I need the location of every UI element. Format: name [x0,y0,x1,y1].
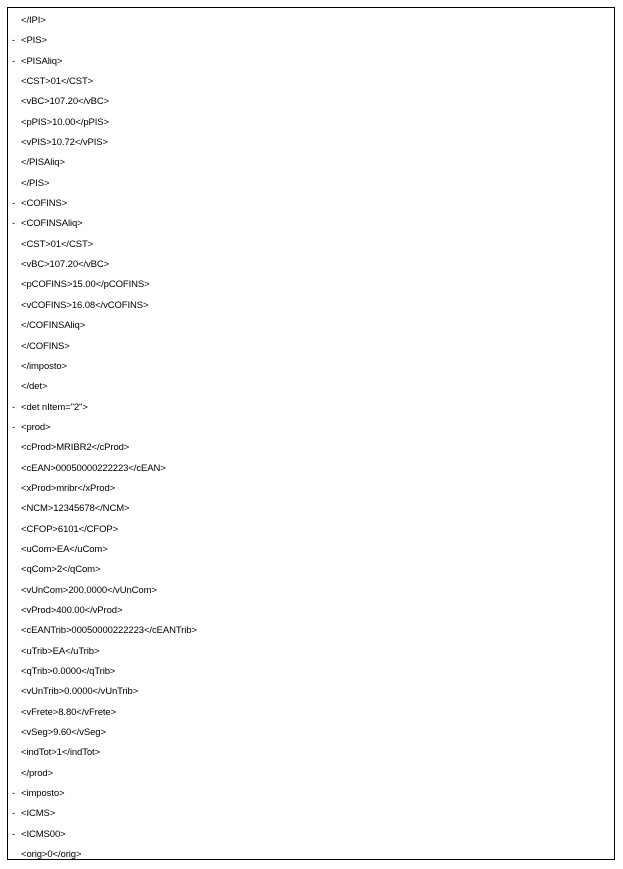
xml-line [8,255,614,275]
xml-line-text: <vUnTrib>0.0000</vUnTrib> [21,686,139,698]
xml-line-text: </PISAliq> [21,157,65,169]
xml-line [8,642,614,662]
xml-line [8,72,614,92]
xml-line-text: <uCom>EA</uCom> [21,543,108,555]
xml-line-text: <ICMS00> [21,828,66,840]
xml-line-text: <pPIS>10.00</pPIS> [21,116,109,128]
xml-line [8,194,614,214]
xml-line-text: <indTot>1</indTot> [21,747,101,759]
xml-line-text: <imposto> [21,788,65,800]
xml-line-text: <xProd>mribr</xProd> [21,482,116,494]
xml-line-text: <vBC>107.20</vBC> [21,96,110,108]
xml-line [8,621,614,641]
xml-line-text: <det nItem="2"> [21,401,88,413]
xml-line-text: <ICMS> [21,808,56,820]
xml-viewer-frame [7,7,615,860]
xml-line [8,581,614,601]
xml-line-text: <cEANTrib>00050000222223</cEANTrib> [21,625,197,637]
collapse-toggle[interactable]: - [12,218,16,230]
xml-line-text: </PIS> [21,177,50,189]
xml-line [8,296,614,316]
xml-line-text: <cProd>MRIBR2</cProd> [21,442,130,454]
collapse-toggle[interactable]: - [12,828,16,840]
xml-line-text: </det> [21,381,48,393]
xml-line-text: <vSeg>9.60</vSeg> [21,727,106,739]
xml-line [8,92,614,112]
xml-line-text: </COFINS> [21,340,70,352]
xml-line [8,153,614,173]
xml-line [8,479,614,499]
xml-line-text: </imposto> [21,360,67,372]
xml-line-text: <CST>01</CST> [21,238,94,250]
xml-line [8,764,614,784]
xml-line-text: <PIS> [21,35,47,47]
xml-line-list [8,11,614,865]
xml-line-text: <prod> [21,421,51,433]
xml-line-text: <qCom>2</qCom> [21,564,101,576]
xml-line [8,520,614,540]
xml-line [8,662,614,682]
xml-line [8,560,614,580]
xml-line-text: <CFOP>6101</CFOP> [21,523,119,535]
xml-line [8,540,614,560]
collapse-toggle[interactable]: - [12,401,16,413]
xml-line [8,11,614,31]
xml-line [8,804,614,824]
xml-line [8,398,614,418]
xml-line-text: </IPI> [21,15,46,26]
xml-line-text: </prod> [21,767,54,779]
xml-line-text: <COFINSAliq> [21,218,83,230]
xml-line [8,316,614,336]
xml-line-text: <qTrib>0.0000</qTrib> [21,666,116,677]
xml-line [8,499,614,519]
xml-line-text: <cEAN>00050000222223</cEAN> [21,462,166,474]
xml-line-text: <NCM>12345678</NCM> [21,503,130,515]
xml-line-text: <orig>0</orig> [21,849,82,861]
xml-line [8,357,614,377]
xml-line [8,133,614,153]
xml-line [8,214,614,234]
xml-line [8,459,614,479]
xml-line [8,845,614,865]
xml-line-text: <PISAliq> [21,55,63,67]
xml-line-text: <pCOFINS>15.00</pCOFINS> [21,279,150,291]
xml-line [8,52,614,72]
xml-line-text: <COFINS> [21,198,68,210]
collapse-toggle[interactable]: - [12,421,16,433]
collapse-toggle[interactable]: - [12,55,16,67]
xml-line [8,275,614,295]
xml-line-text: <vUnCom>200.0000</vUnCom> [21,584,157,596]
xml-line-text: <vPIS>10.72</vPIS> [21,137,108,149]
xml-line [8,703,614,723]
xml-line [8,723,614,743]
xml-line [8,418,614,438]
collapse-toggle[interactable]: - [12,198,16,210]
xml-line [8,113,614,133]
xml-line-text: <CST>01</CST> [21,76,94,88]
xml-line-text: <vCOFINS>16.08</vCOFINS> [21,299,149,311]
xml-line [8,784,614,804]
collapse-toggle[interactable]: - [12,788,16,800]
xml-line [8,235,614,255]
collapse-toggle[interactable]: - [12,35,16,47]
xml-line-text: <vBC>107.20</vBC> [21,259,110,271]
xml-line [8,825,614,845]
xml-line-text: <uTrib>EA</uTrib> [21,645,100,657]
xml-line-text: <vProd>400.00</vProd> [21,604,123,616]
xml-line [8,174,614,194]
xml-line [8,31,614,51]
xml-line [8,682,614,702]
xml-line [8,743,614,763]
collapse-toggle[interactable]: - [12,808,16,820]
xml-line [8,337,614,357]
xml-line [8,377,614,397]
xml-line-text: <vFrete>8.80</vFrete> [21,706,117,718]
xml-line [8,601,614,621]
xml-line [8,438,614,458]
xml-line-text: </COFINSAliq> [21,320,86,332]
